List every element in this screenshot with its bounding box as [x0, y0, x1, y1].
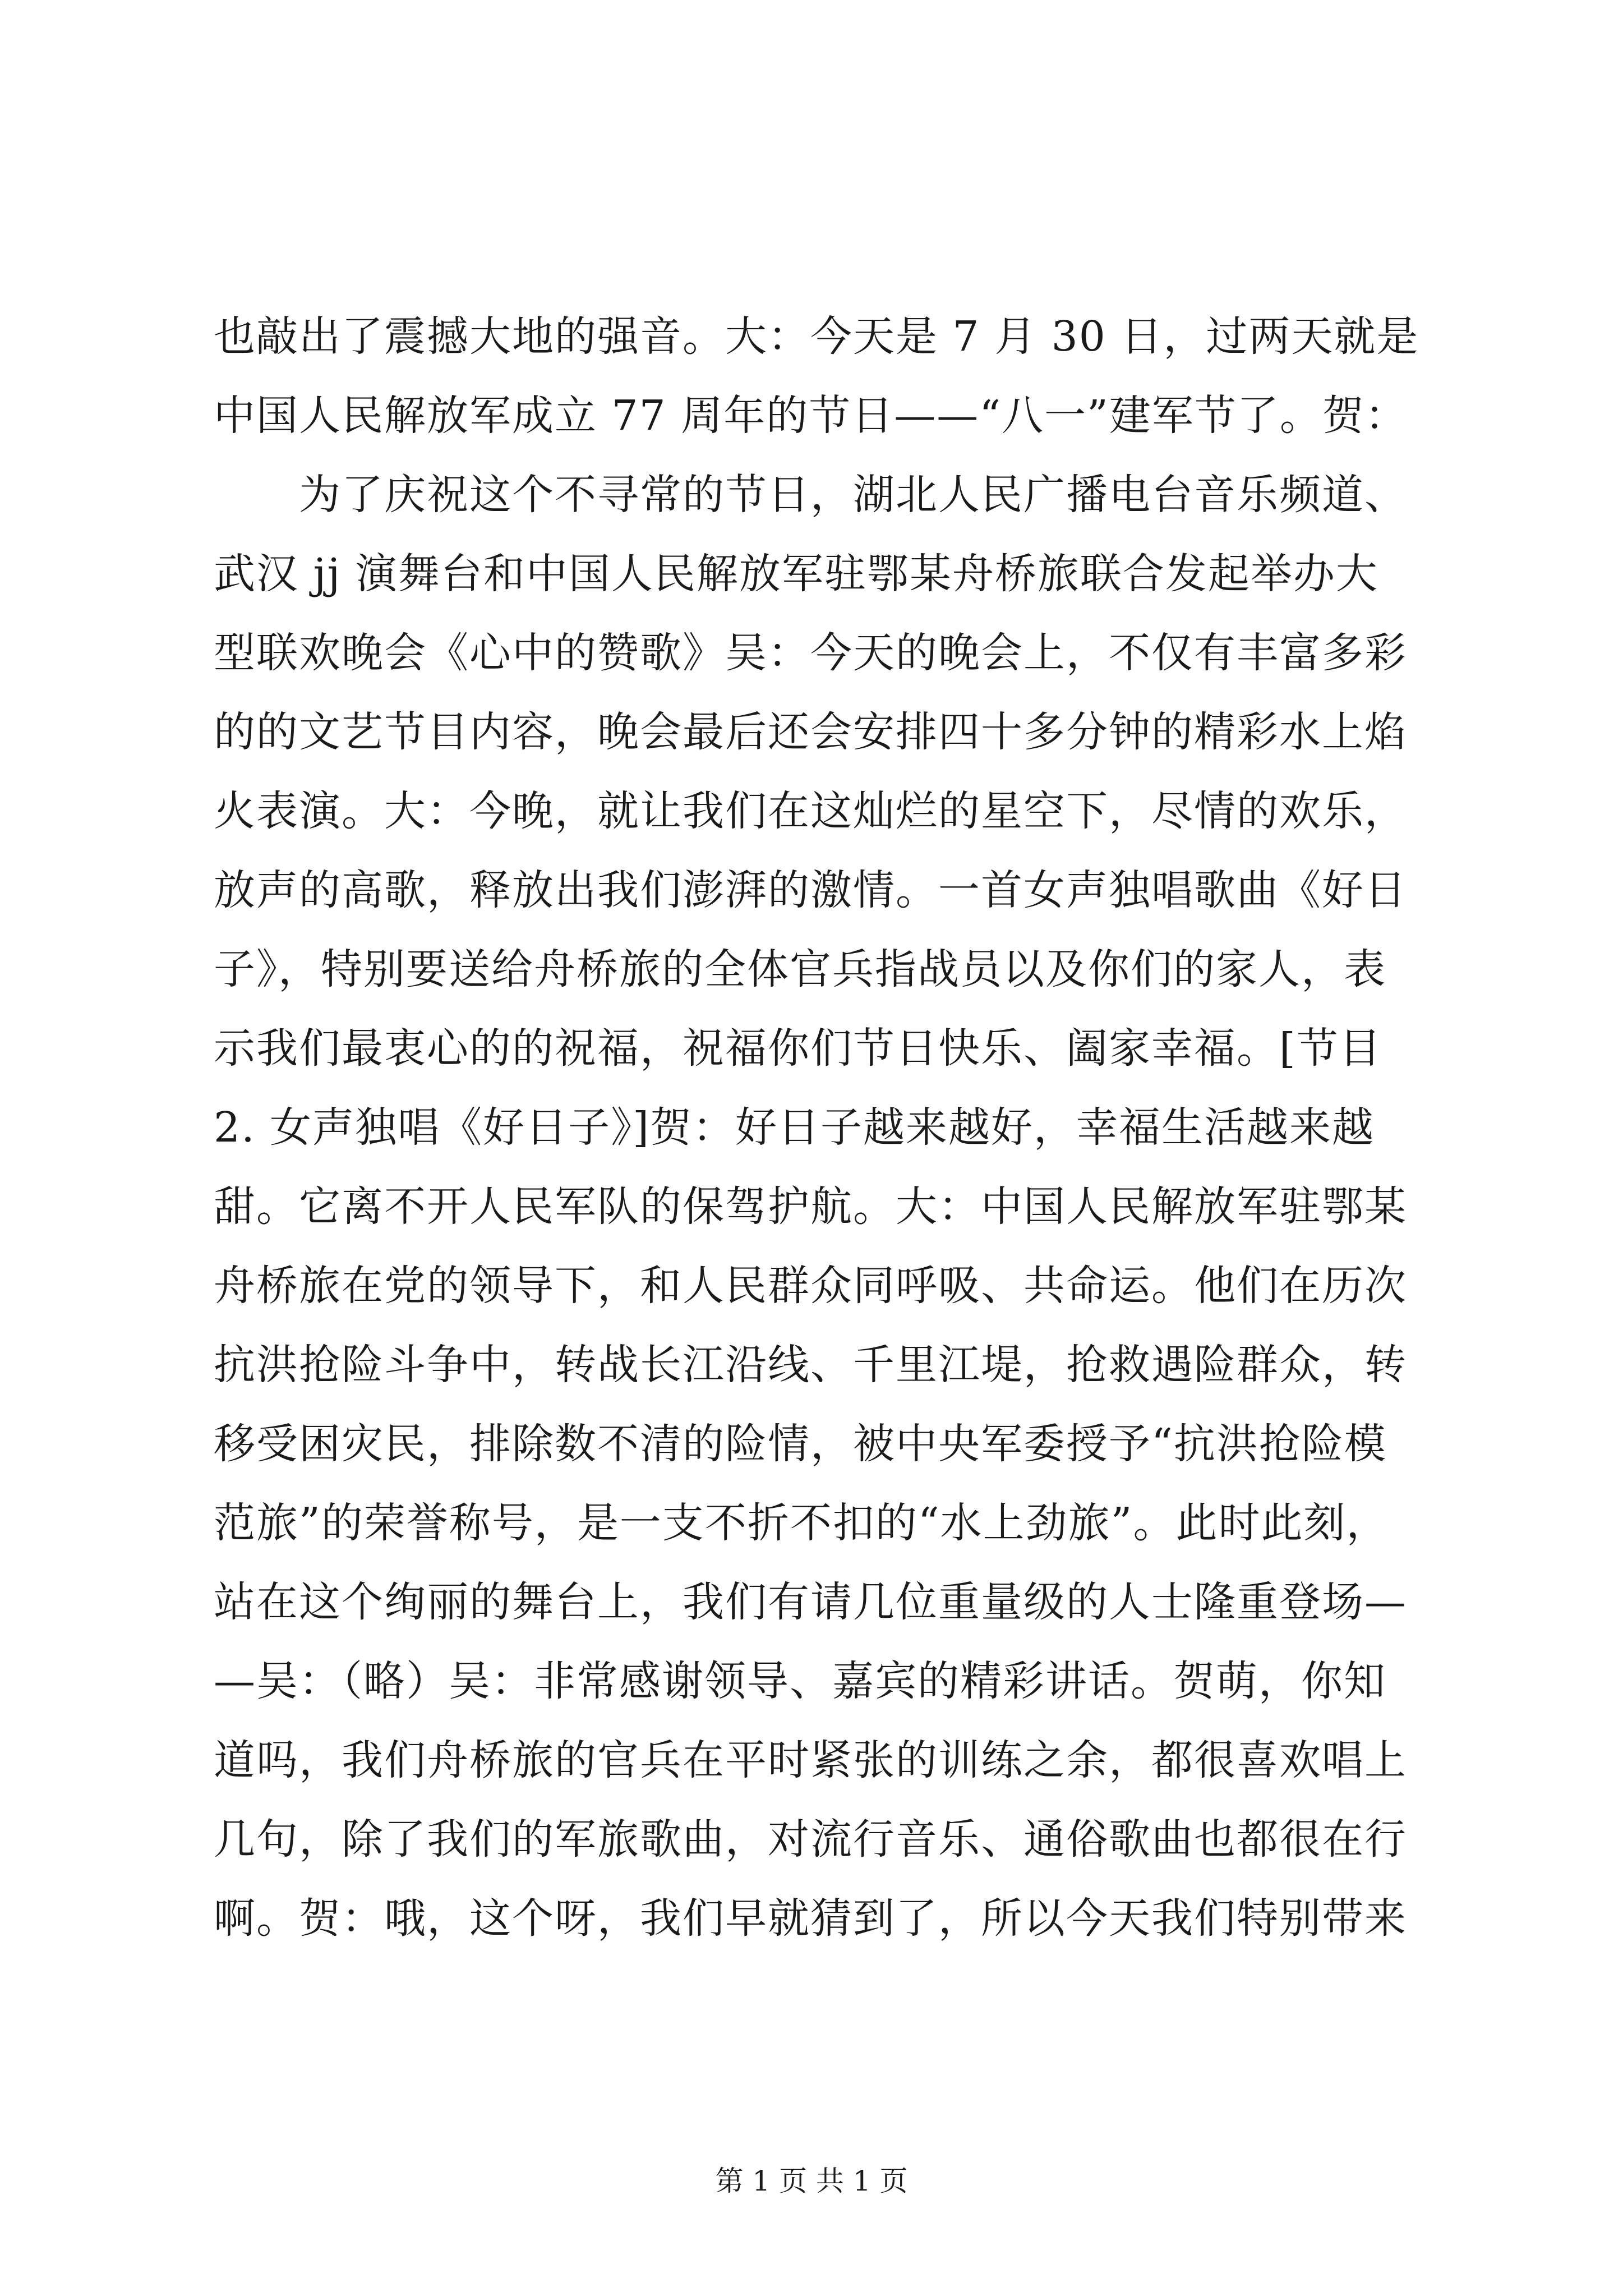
- text-line: 为了庆祝这个不寻常的节日，湖北人民广播电台音乐频道、: [214, 471, 1407, 519]
- text-line: 的的文艺节目内容，晚会最后还会安排四十多分钟的精彩水上焰: [214, 708, 1407, 756]
- text-line: 几句，除了我们的军旅歌曲，对流行音乐、通俗歌曲也都很在行: [214, 1815, 1407, 1864]
- text-line: 2. 女声独唱《好日子》]贺：好日子越来越好，幸福生活越来越: [214, 1103, 1375, 1152]
- text-line: 甜。它离不开人民军队的保驾护航。大：中国人民解放军驻鄂某: [214, 1182, 1407, 1231]
- text-line: —吴：（略）吴：非常感谢领导、嘉宾的精彩讲话。贺萌，你知: [214, 1657, 1386, 1705]
- text-line: 移受困灾民，排除数不清的险情，被中央军委授予“抗洪抢险模: [214, 1420, 1387, 1468]
- text-line: 站在这个绚丽的舞台上，我们有请几位重量级的人士隆重登场—: [214, 1578, 1407, 1626]
- text-line: 示我们最衷心的的祝福，祝福你们节日快乐、阖家幸福。[节目: [214, 1024, 1382, 1073]
- text-line: 中国人民解放军成立 77 周年的节日——“八一”建军节了。贺：: [214, 392, 1408, 440]
- text-line: 也敲出了震撼大地的强音。大：今天是 7 月 30 日，过两天就是: [214, 312, 1419, 361]
- text-line: 抗洪抢险斗争中，转战长江沿线、千里江堤，抢救遇险群众，转: [214, 1341, 1407, 1389]
- text-line: 火表演。大：今晚，就让我们在这灿烂的星空下，尽情的欢乐，: [214, 787, 1407, 835]
- text-line: 啊。贺：哦，这个呀，我们早就猜到了，所以今天我们特别带来: [214, 1894, 1407, 1943]
- text-line: 范旅”的荣誉称号，是一支不折不扣的“水上劲旅”。此时此刻，: [214, 1499, 1389, 1547]
- document-body: [214, 297, 1419, 1958]
- text-line: 舟桥旅在党的领导下，和人民群众同呼吸、共命运。他们在历次: [214, 1262, 1407, 1310]
- page-footer: 第 1 页 共 1 页: [715, 2165, 908, 2197]
- text-line: 放声的高歌，释放出我们澎湃的激情。一首女声独唱歌曲《好日: [214, 866, 1407, 914]
- text-line: 武汉 jj 演舞台和中国人民解放军驻鄂某舟桥旅联合发起举办大: [214, 550, 1378, 598]
- text-line: 子》，特别要送给舟桥旅的全体官兵指战员以及你们的家人，表: [214, 945, 1386, 993]
- text-line: 型联欢晚会《心中的赞歌》吴：今天的晚会上，不仅有丰富多彩: [214, 629, 1407, 677]
- text-line: 道吗，我们舟桥旅的官兵在平时紧张的训练之余，都很喜欢唱上: [214, 1736, 1407, 1784]
